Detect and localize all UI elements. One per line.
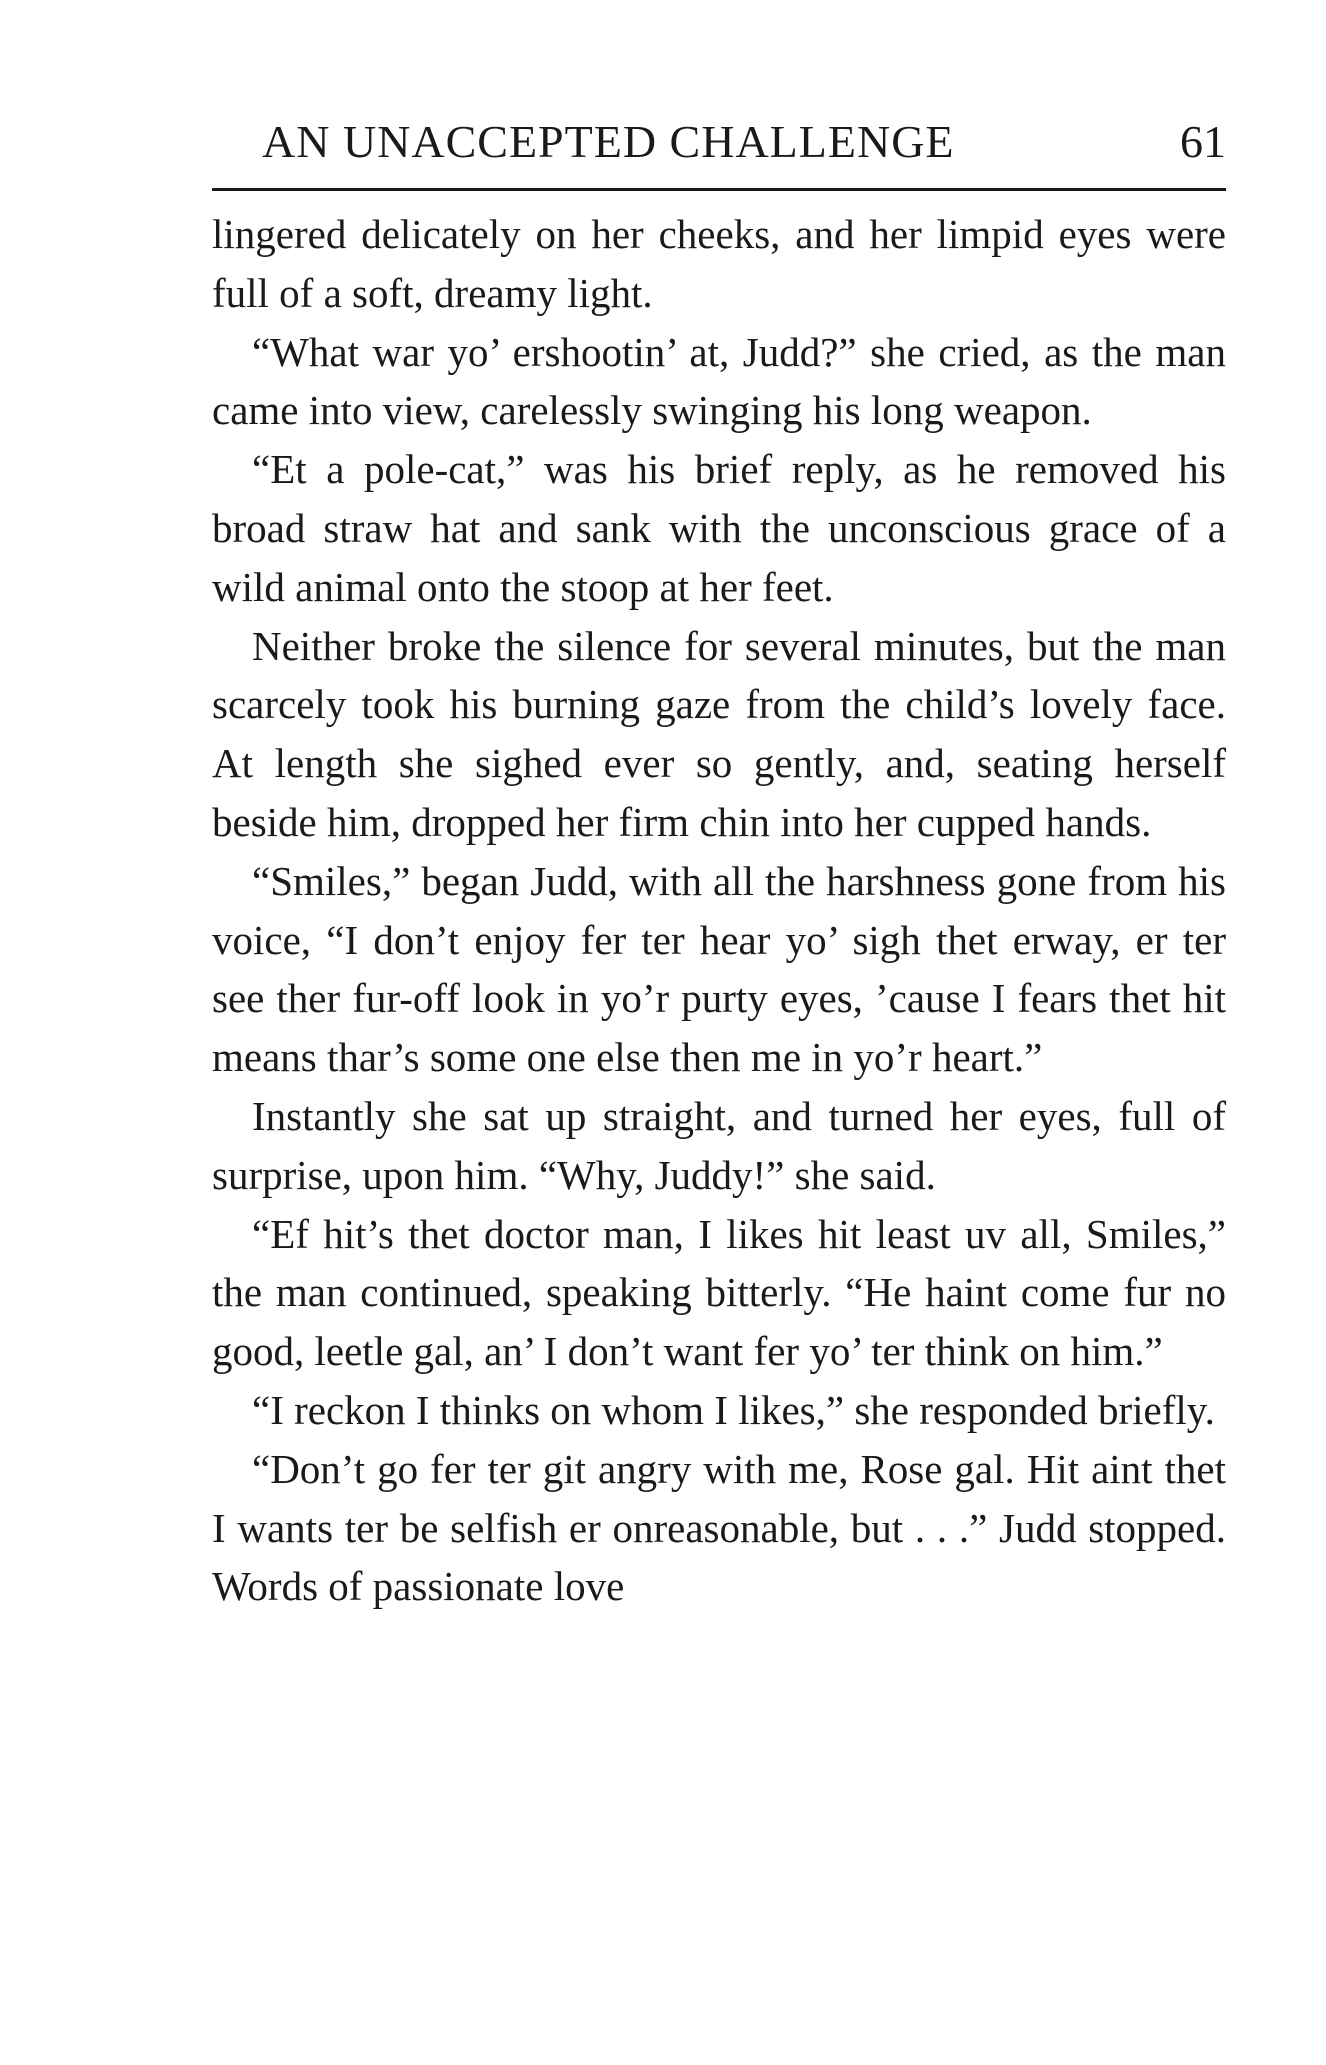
header-rule — [212, 188, 1226, 191]
paragraph: lingered delicately on her cheeks, and her limpid eyes were full of a soft, dreamy light. — [212, 211, 1226, 316]
body-text — [212, 205, 1226, 1616]
paragraph: “What war yo’ ershootin’ at, Judd?” she cried, as the man came into view, carelessly swinging his long weapon. — [212, 328, 1226, 434]
page-number: 61 — [1180, 116, 1226, 167]
paragraph: Instantly she sat up straight, and turned her eyes, full of surprise, upon him. “Why, Juddy!” she said. — [212, 1092, 1226, 1198]
paragraph: “Ef hit’s thet doctor man, I likes hit least uv all, Smiles,” the man continued, speaking bitterly. “He haint come fur no good, leetle gal, an’ I don’t want fer yo’ ter think on him.” — [212, 1210, 1226, 1375]
paragraph: Neither broke the silence for several minutes, but the man scarcely took his burning gaze from the child’s lovely face. At length she sighed ever so gently, and, seating herself beside him, dropped her firm chin into her cupped hands. — [212, 622, 1226, 845]
paragraph: “Don’t go fer ter git angry with me, Rose gal. Hit aint thet I wants ter be selfish er onreasonable, but . . .” Judd stopped. Words of passionate love — [212, 1445, 1226, 1610]
paragraph: “Et a pole-cat,” was his brief reply, as he removed his broad straw hat and sank with the unconscious grace of a wild animal onto the stoop at her feet. — [212, 446, 1226, 610]
paragraph: “Smiles,” began Judd, with all the harshness gone from his voice, “I don’t enjoy fer ter hear yo’ sigh thet erway, er ter see ther fur-off look in yo’r purty eyes, ’cause I fears thet hit means thar’s some one else then me in yo’r heart.” — [212, 857, 1226, 1081]
running-head — [212, 112, 1226, 182]
running-title: AN UNACCEPTED CHALLENGE — [262, 116, 955, 167]
paragraph: “I reckon I thinks on whom I likes,” she responded briefly. — [252, 1386, 1215, 1433]
